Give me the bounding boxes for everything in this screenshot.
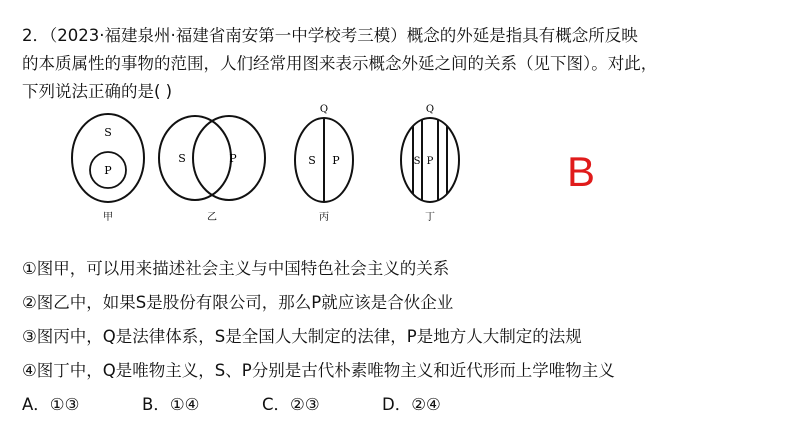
diagram-yi-label-s: S [178, 152, 186, 165]
concept-diagrams [60, 102, 480, 232]
diagram-bing-label-q: Q [319, 104, 329, 115]
diagram-jia-label-p: P [104, 164, 112, 177]
question-line-1: 2．（2023·福建泉州·福建省南安第一中学校考三模）概念的外延是指具有概念所反映 [22, 26, 638, 45]
answer-options [22, 390, 502, 420]
diagram-ding-label-q: Q [425, 104, 435, 115]
statement-2: ②图乙中，如果S是股份有限公司，那么P就应该是合伙企业 [22, 293, 454, 312]
question-stem [22, 22, 772, 106]
diagram-ding-label-s: S [413, 156, 421, 167]
option-b[interactable]: B．①④ [142, 395, 200, 414]
option-a[interactable]: A．①③ [22, 395, 80, 414]
statement-3: ③图丙中，Q是法律体系，S是全国人大制定的法律，P是地方人大制定的法规 [22, 327, 582, 346]
statement-list [22, 252, 615, 388]
answer-mark: B [567, 148, 596, 195]
option-c[interactable]: C．②③ [262, 395, 320, 414]
option-d[interactable]: D．②④ [382, 395, 441, 414]
statement-4: ④图丁中，Q是唯物主义，S、P分别是古代朴素唯物主义和近代形而上学唯物主义 [22, 361, 615, 380]
diagram-yi-label-p: P [229, 152, 237, 165]
question-line-3: 下列说法正确的是( ) [22, 82, 173, 101]
diagram-bing-label-s: S [308, 154, 316, 167]
diagram-bing-caption: 丙 [319, 212, 329, 223]
diagram-ding [401, 104, 459, 223]
diagram-bing [295, 104, 353, 223]
diagram-jia [72, 114, 144, 223]
diagram-bing-label-p: P [332, 154, 340, 167]
question-line-2: 的本质属性的事物的范围，人们经常用图来表示概念外延之间的关系（见下图）。对此， [22, 54, 658, 73]
diagram-yi-caption: 乙 [207, 212, 217, 223]
statement-1: ①图甲，可以用来描述社会主义与中国特色社会主义的关系 [22, 259, 450, 278]
diagram-jia-caption: 甲 [103, 212, 113, 223]
diagram-yi [159, 116, 265, 223]
diagram-ding-caption: 丁 [425, 212, 435, 223]
diagram-jia-label-s: S [104, 126, 112, 139]
diagram-ding-label-p: P [426, 156, 434, 167]
